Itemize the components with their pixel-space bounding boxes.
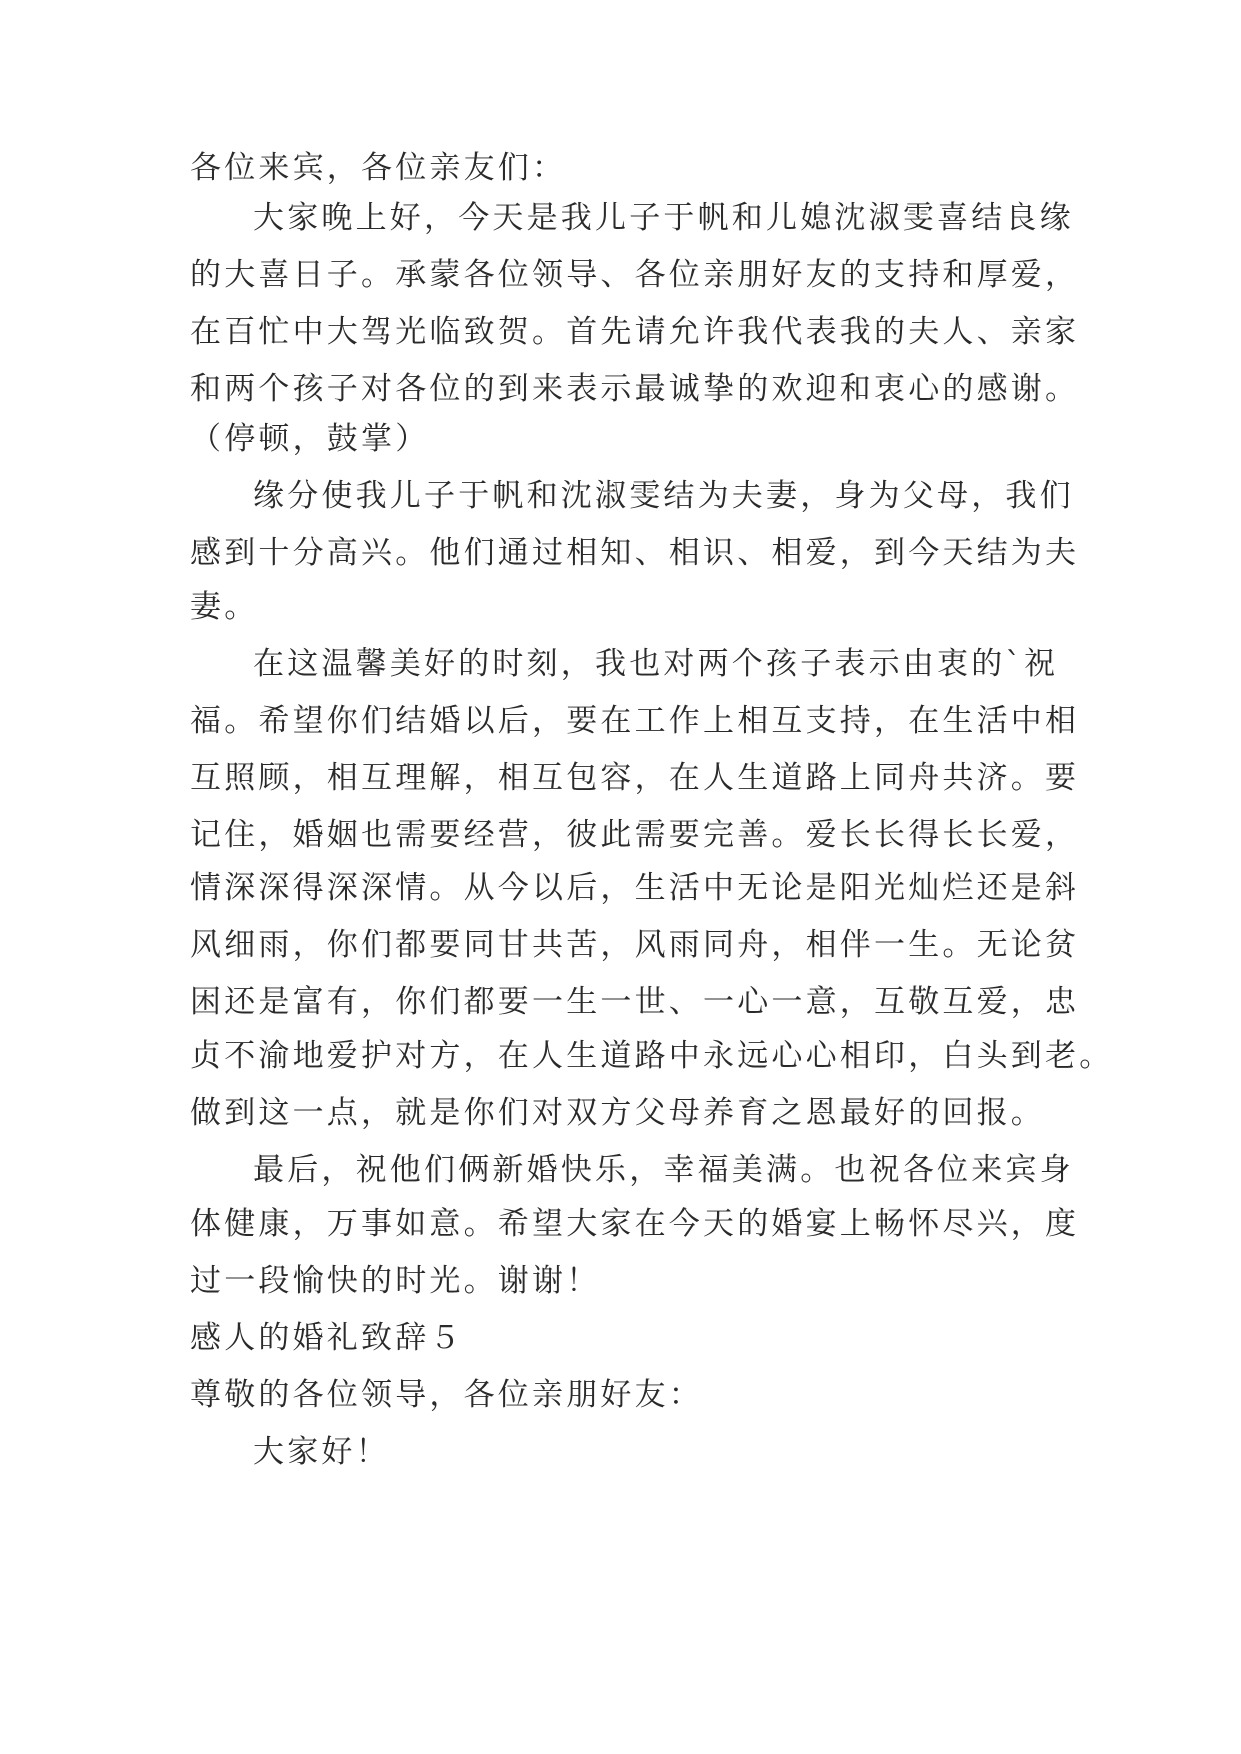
salutation-line: 各位来宾，各位亲友们：: [190, 150, 567, 186]
text-line: 缘分使我儿子于帆和沈淑雯结为夫妻，身为父母，我们: [253, 478, 1074, 514]
text-line: 做到这一点，就是你们对双方父母养育之恩最好的回报。: [190, 1095, 1045, 1131]
text-line: 的大喜日子。承蒙各位领导、各位亲朋好友的支持和厚爱，: [190, 257, 1080, 293]
text-line: 和两个孩子对各位的到来表示最诚挚的欢迎和衷心的感谢。: [190, 371, 1080, 407]
text-line: 福。希望你们结婚以后，要在工作上相互支持，在生活中相: [190, 703, 1080, 739]
text-line: 感到十分高兴。他们通过相知、相识、相爱，到今天结为夫: [190, 535, 1080, 571]
text-line: 妻。: [190, 589, 259, 625]
text-line: 困还是富有，你们都要一生一世、一心一意，互敬互爱，忠: [190, 984, 1080, 1020]
salutation-line: 尊敬的各位领导，各位亲朋好友：: [190, 1377, 703, 1413]
section-heading: 感人的婚礼致辞５: [190, 1320, 464, 1356]
text-line: 最后，祝他们俩新婚快乐，幸福美满。也祝各位来宾身: [253, 1152, 1074, 1188]
text-line: 情深深得深深情。从今以后，生活中无论是阳光灿烂还是斜: [190, 870, 1080, 906]
greeting-line: 大家好！: [253, 1434, 390, 1470]
text-line: 贞不渝地爱护对方，在人生道路中永远心心相印，白头到老。: [190, 1038, 1114, 1074]
text-line: 大家晚上好，今天是我儿子于帆和儿媳沈淑雯喜结良缘: [253, 200, 1074, 236]
text-line: 体健康，万事如意。希望大家在今天的婚宴上畅怀尽兴，度: [190, 1206, 1080, 1242]
text-line: 过一段愉快的时光。谢谢！: [190, 1263, 601, 1299]
text-line: 互照顾，相互理解，相互包容，在人生道路上同舟共济。要: [190, 760, 1080, 796]
text-line: 在这温馨美好的时刻，我也对两个孩子表示由衷的`祝: [253, 646, 1059, 682]
text-line: 记住，婚姻也需要经营，彼此需要完善。爱长长得长长爱，: [190, 817, 1080, 853]
text-line: 在百忙中大驾光临致贺。首先请允许我代表我的夫人、亲家: [190, 314, 1080, 350]
text-line: （停顿，鼓掌）: [190, 421, 430, 457]
text-line: 风细雨，你们都要同甘共苦，风雨同舟，相伴一生。无论贫: [190, 927, 1080, 963]
